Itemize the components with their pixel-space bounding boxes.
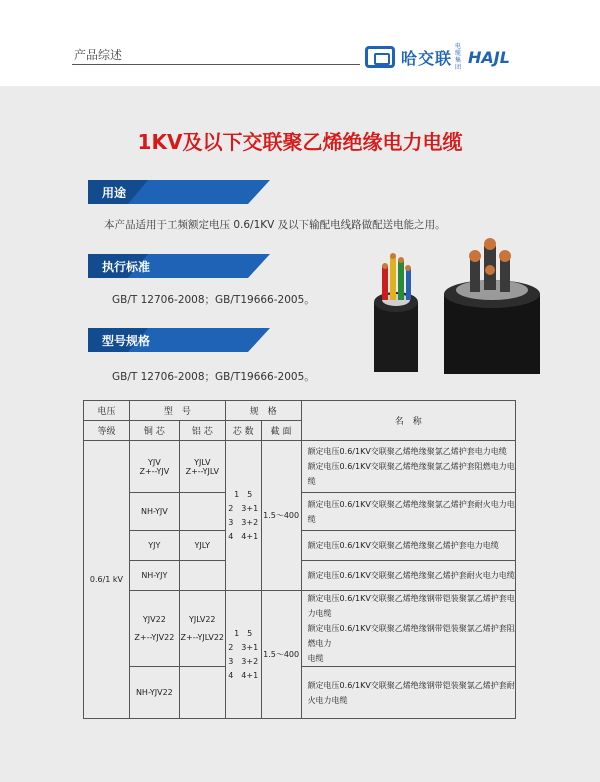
logo-small-text: 电缆集团 bbox=[455, 43, 462, 71]
aluminum-cell bbox=[179, 667, 225, 719]
aluminum-cell: YJLV Z+--YJLV bbox=[179, 441, 225, 493]
cores-cell: 1 5 2 3+1 3 3+2 4 4+1 bbox=[225, 441, 261, 591]
header-name: 名 称 bbox=[301, 401, 515, 441]
name-cell: 额定电压0.6/1KV交联聚乙烯绝缘聚乙烯护套电力电缆 bbox=[301, 531, 515, 561]
name-cell: 额定电压0.6/1KV交联聚乙烯绝缘聚氯乙烯护套电力电缆 额定电压0.6/1KV交联聚乙烯绝缘聚氯乙烯护套阻燃电力电缆 bbox=[301, 441, 515, 493]
page-header bbox=[0, 0, 600, 86]
aluminum-cell bbox=[179, 561, 225, 591]
core-blue bbox=[406, 268, 411, 300]
section-cell: 1.5～400 bbox=[261, 441, 301, 591]
name-cell: 额定电压0.6/1KV交联聚乙烯绝缘聚乙烯护套耐火电力电缆 bbox=[301, 561, 515, 591]
name-cell: 额定电压0.6/1KV交联聚乙烯绝缘钢带铠装聚氯乙烯护套耐 火电力电缆 bbox=[301, 667, 515, 719]
header-copper: 铜 芯 bbox=[129, 421, 179, 441]
model-text: GB/T 12706-2008；GB/T19666-2005。 bbox=[112, 371, 315, 383]
name-cell: 额定电压0.6/1KV交联聚乙烯绝缘聚氯乙烯护套耐火电力电缆 bbox=[301, 493, 515, 531]
core-green bbox=[398, 260, 404, 300]
copper-cell: YJY bbox=[129, 531, 179, 561]
copper-cell: NH-YJV22 bbox=[129, 667, 179, 719]
core-red bbox=[382, 266, 388, 300]
header-voltage: 电压 bbox=[84, 401, 130, 421]
header-cores: 芯 数 bbox=[225, 421, 261, 441]
header-aluminum: 铝 芯 bbox=[179, 421, 225, 441]
header-rule bbox=[72, 64, 360, 65]
usage-heading-band bbox=[88, 180, 270, 204]
name-cell: 额定电压0.6/1KV交联聚乙烯绝缘钢带铠装聚氯乙烯护套电力电缆 额定电压0.6/1KV交联聚乙烯绝缘钢带铠装聚氯乙烯护套阻燃电力 电缆 bbox=[301, 591, 515, 667]
table-row bbox=[84, 441, 516, 493]
company-logo bbox=[365, 44, 510, 70]
model-heading: 型号规格 bbox=[102, 334, 151, 348]
spec-table bbox=[83, 400, 516, 719]
logo-english: HAJL bbox=[468, 47, 510, 67]
standard-heading-band bbox=[88, 254, 270, 278]
copper-cell: YJV22 Z+--YJV22 bbox=[129, 591, 179, 667]
header-spec: 规 格 bbox=[225, 401, 301, 421]
copper-cell: NH-YJV bbox=[129, 493, 179, 531]
header-section: 截 面 bbox=[261, 421, 301, 441]
copper-cell: NH-YJY bbox=[129, 561, 179, 591]
section-name: 产品综述 bbox=[74, 48, 123, 62]
header-model: 型 号 bbox=[129, 401, 225, 421]
core-yellow bbox=[390, 256, 396, 300]
cores-cell: 1 5 2 3+1 3 3+2 4 4+1 bbox=[225, 591, 261, 719]
table-header-row bbox=[84, 401, 516, 421]
copper-cell: YJV Z+--YJV bbox=[129, 441, 179, 493]
aluminum-cell bbox=[179, 493, 225, 531]
page-title: 1KV及以下交联聚乙烯绝缘电力电缆 bbox=[137, 130, 463, 154]
section-cell: 1.5～400 bbox=[261, 591, 301, 719]
standard-text: GB/T 12706-2008；GB/T19666-2005。 bbox=[112, 294, 315, 306]
usage-heading: 用途 bbox=[102, 186, 127, 200]
logo-mark-icon bbox=[365, 46, 395, 68]
usage-text: 本产品适用于工频额定电压 0.6/1KV 及以下输配电线路做配送电能之用。 bbox=[104, 219, 446, 231]
header-grade: 等级 bbox=[84, 421, 130, 441]
small-cable-sheath bbox=[374, 302, 418, 372]
standard-heading: 执行标准 bbox=[102, 260, 151, 274]
model-heading-band bbox=[88, 328, 270, 352]
table-row bbox=[84, 591, 516, 667]
logo-chinese: 哈交联 bbox=[401, 48, 453, 68]
cable-photo bbox=[360, 226, 550, 376]
voltage-cell: 0.6/1 kV bbox=[84, 441, 130, 719]
aluminum-cell: YJLY bbox=[179, 531, 225, 561]
aluminum-cell: YJLV22 Z+--YJLV22 bbox=[179, 591, 225, 667]
